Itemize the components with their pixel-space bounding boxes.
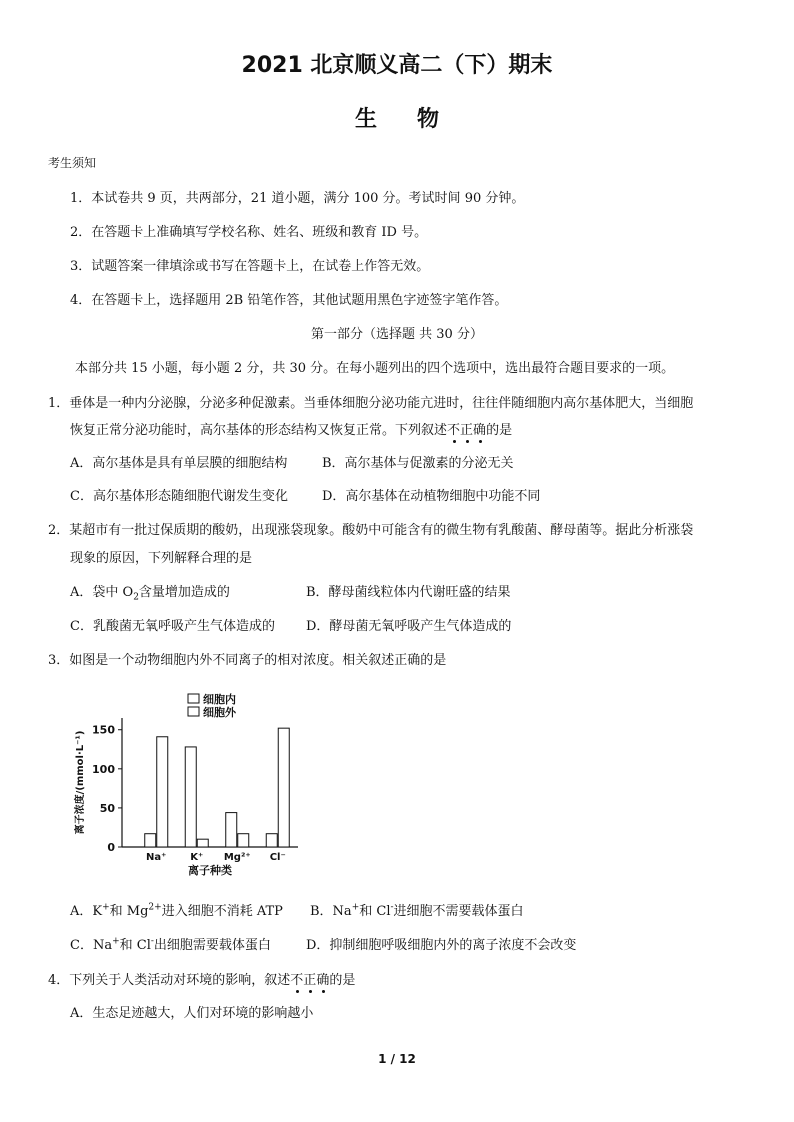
bar-outside-0 [157,737,168,847]
x-tick-label: Cl⁻ [269,852,286,863]
question-2-line-2: 现象的原因，下列解释合理的是 [70,551,253,566]
legend-label: 细胞外 [203,706,236,719]
question-1-line-1: 1．垂体是一种内分泌腺，分泌多种促激素。当垂体细胞分泌功能亢进时，往往伴随细胞内高尔基体肥大，当细胞 [48,396,694,411]
ion-concentration-chart [70,688,310,888]
question-1-line-2: 恢复正常分泌功能时，高尔基体的形态结构又恢复正常。下列叙述不正确的是 [70,423,513,438]
question-4-stem: 4．下列关于人类活动对环境的影响，叙述不正确的是 [48,973,356,988]
question-2-option-b: B．酵母菌线粒体内代谢旺盛的结果 [306,585,511,600]
legend-swatch-0 [188,694,199,703]
y-tick-label: 50 [99,801,115,815]
x-tick-label: K⁺ [190,852,204,863]
bar-outside-1 [197,839,208,847]
bar-inside-0 [145,834,156,847]
question-2-option-d: D．酵母菌无氧呼吸产生气体造成的 [306,619,512,634]
subject-title: 生物 [354,107,479,132]
question-3-option-a: A．K+和 $Mg^{2+}$进入细胞不消耗 ATP [70,902,283,919]
y-tick-label: 0 [107,841,115,854]
page-title: 2021 北京顺义高二（下）期末 [241,53,553,78]
page-number: 1 / 12 [378,1052,416,1066]
part-heading: 第一部分（选择题 共 30 分） [311,327,483,342]
notice-heading: 考生须知 [48,156,97,170]
question-3-option-d: D．抑制细胞呼吸细胞内外的离子浓度不会改变 [306,938,577,953]
question-1-option-a: A．高尔基体是具有单层膜的细胞结构 [70,456,288,471]
x-tick-label: Na⁺ [146,852,167,863]
y-tick-label: 100 [92,762,115,776]
question-1-option-b: B．高尔基体与促激素的分泌无关 [322,456,514,471]
x-tick-label: Mg²⁺ [223,852,251,863]
notice-item: 3．试题答案一律填涂或书写在答题卡上，在试卷上作答无效。 [70,259,430,274]
question-1-option-d: D．高尔基体在动植物细胞中功能不同 [322,489,541,504]
emphasis-mark: 确 [316,973,330,988]
question-2-line-1: 2．某超市有一批过保质期的酸奶，出现涨袋现象。酸奶中可能含有的微生物有乳酸菌、酵母菌等。据此分析涨袋 [48,523,694,538]
question-4-option-a: A．生态足迹越大，人们对环境的影响越小 [70,1006,314,1021]
y-axis-label: 离子浓度/(mmol·L⁻¹) [75,730,86,835]
bar-inside-2 [226,813,237,847]
question-3-stem: 3．如图是一个动物细胞内外不同离子的相对浓度。相关叙述正确的是 [48,653,447,668]
part-intro: 本部分共 15 小题，每小题 2 分，共 30 分。在每小题列出的四个选项中，选出最符合题目要求的一项。 [75,361,675,376]
emphasis-mark: 正 [460,423,474,438]
legend-label: 细胞内 [203,693,236,706]
question-1-option-c: C．高尔基体形态随细胞代谢发生变化 [70,489,288,504]
y-tick-label: 150 [92,723,115,737]
bar-inside-1 [185,747,196,847]
notice-item: 4．在答题卡上，选择题用 2B 铅笔作答，其他试题用黑色字迹签字笔作答。 [70,293,508,308]
emphasis-mark: 不 [447,423,461,438]
question-3-option-b: B．Na+和 Cl-进细胞不需要载体蛋白 [310,902,524,919]
bar-inside-3 [266,834,277,847]
legend-swatch-1 [188,707,199,716]
emphasis-mark: 正 [303,973,317,988]
bar-outside-3 [278,728,289,847]
notice-item: 1．本试卷共 9 页，共两部分，21 道小题，满分 100 分。考试时间 90 分钟。 [70,191,525,206]
question-2-option-c: C．乳酸菌无氧呼吸产生气体造成的 [70,619,275,634]
emphasis-mark: 确 [473,423,487,438]
bar-outside-2 [238,834,249,847]
emphasis-mark: 不 [290,973,304,988]
question-2-option-a: A．袋中 $O_2$含量增加造成的 [70,585,230,603]
x-axis-label: 离子种类 [188,864,232,877]
question-3-option-c: C．Na+和 Cl-出细胞需要载体蛋白 [70,936,271,953]
notice-item: 2．在答题卡上准确填写学校名称、姓名、班级和教育 ID 号。 [70,225,428,240]
